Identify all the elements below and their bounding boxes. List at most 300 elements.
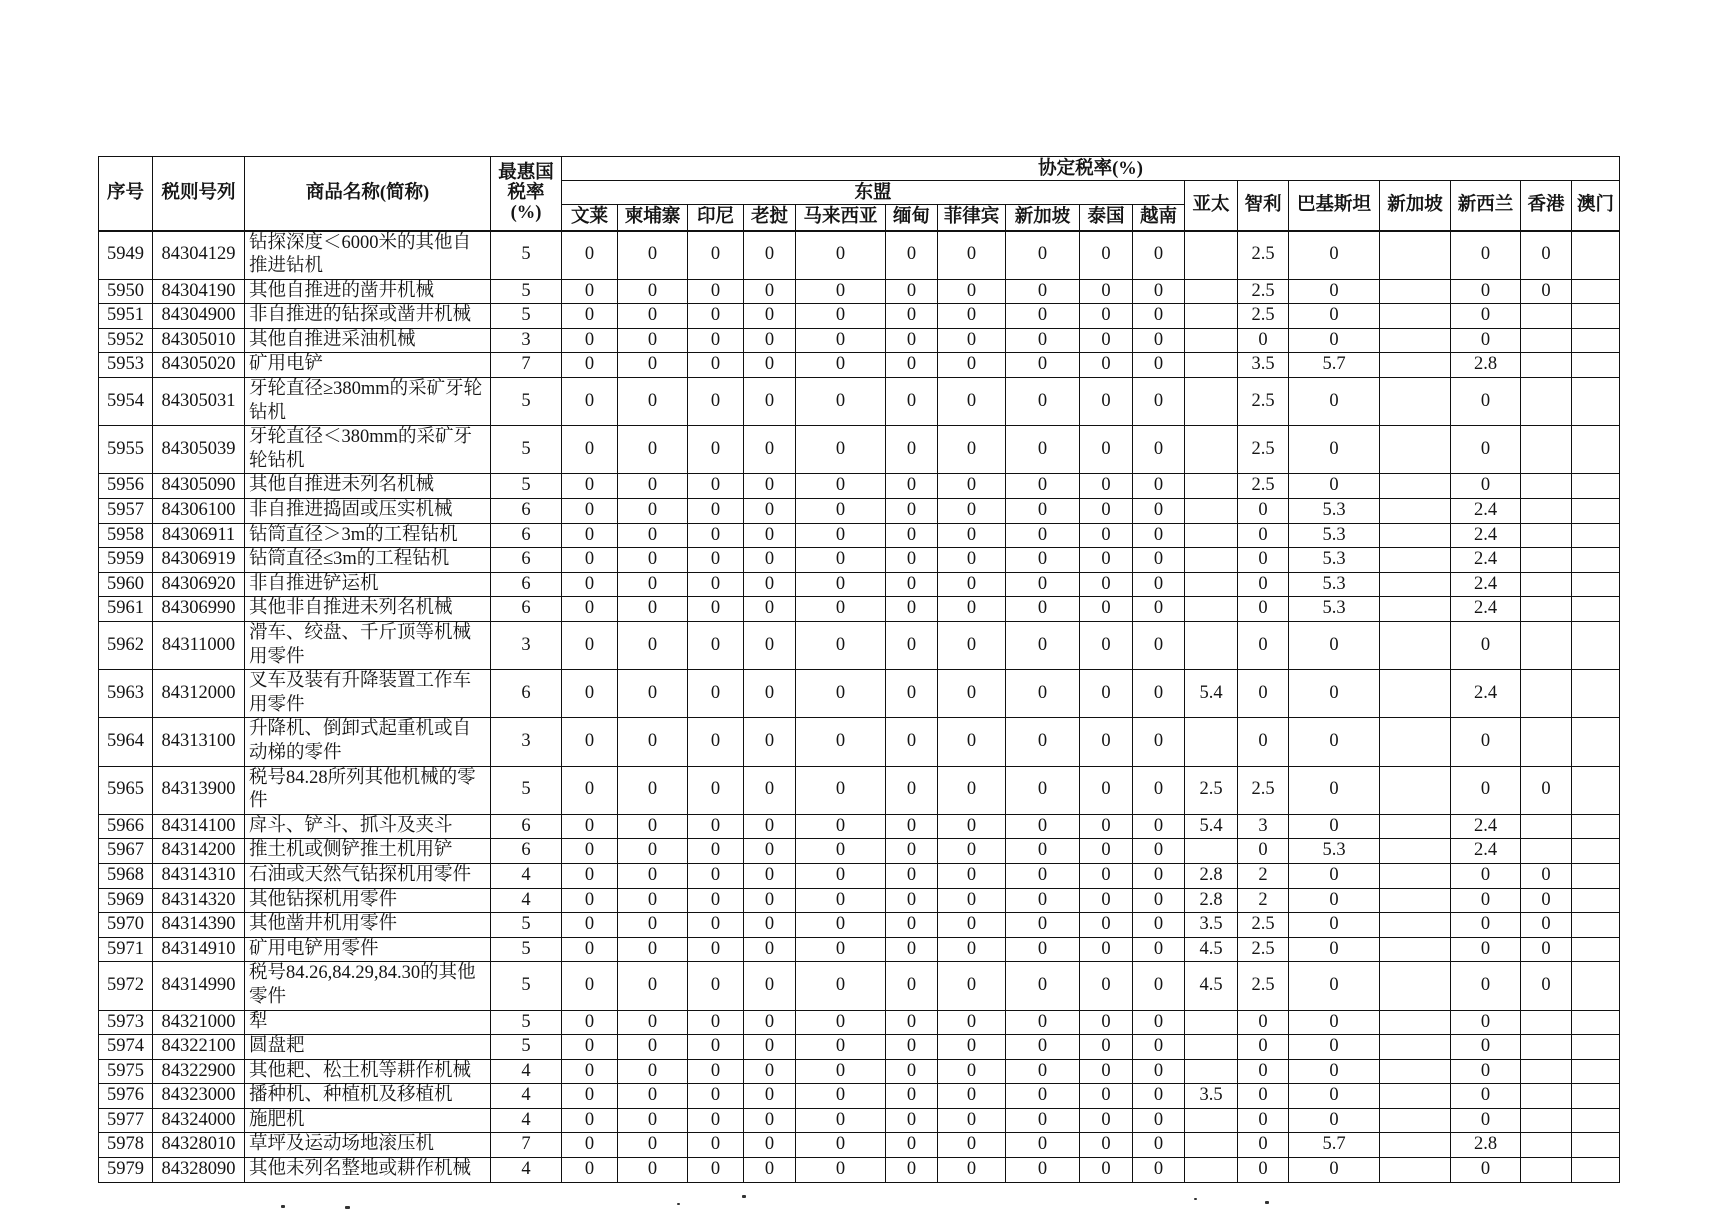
rate-cell-asean-philippines: 0 xyxy=(938,863,1006,888)
rate-cell-asean-myanmar: 0 xyxy=(886,839,938,864)
rate-cell-pakistan: 0 xyxy=(1289,304,1380,329)
rate-cell-singapore-fta xyxy=(1380,1108,1451,1133)
table-row xyxy=(99,1059,1620,1084)
mfn-rate-cell: 5 xyxy=(491,474,562,499)
rate-cell-asean-thailand: 0 xyxy=(1080,474,1133,499)
mfn-rate-cell: 5 xyxy=(491,1035,562,1060)
rate-cell-hong-kong xyxy=(1521,572,1572,597)
rate-cell-macao xyxy=(1572,426,1620,474)
mfn-rate-cell: 6 xyxy=(491,499,562,524)
rate-cell-pakistan: 0 xyxy=(1289,1158,1380,1183)
product-name-cell: 叉车及装有升降装置工作车用零件 xyxy=(245,670,491,718)
rate-cell-macao xyxy=(1572,548,1620,573)
rate-cell-pakistan: 5.7 xyxy=(1289,353,1380,378)
rate-cell-asean-myanmar: 0 xyxy=(886,597,938,622)
tariff-code-cell: 84306100 xyxy=(153,499,245,524)
rate-cell-macao xyxy=(1572,304,1620,329)
partner-header-chile: 智利 xyxy=(1238,181,1289,231)
rate-cell-asean-myanmar: 0 xyxy=(886,937,938,962)
rate-cell-asean-indonesia: 0 xyxy=(688,1035,744,1060)
rate-cell-macao xyxy=(1572,937,1620,962)
rate-cell-macao xyxy=(1572,814,1620,839)
rate-cell-asean-vietnam: 0 xyxy=(1133,548,1185,573)
rate-cell-asean-brunei: 0 xyxy=(562,863,618,888)
rate-cell-asean-philippines: 0 xyxy=(938,1084,1006,1109)
rate-cell-asean-malaysia: 0 xyxy=(796,670,886,718)
product-name-cell: 税号84.28所列其他机械的零件 xyxy=(245,766,491,814)
rate-cell-chile: 0 xyxy=(1238,1084,1289,1109)
rate-cell-asean-myanmar: 0 xyxy=(886,1158,938,1183)
rate-cell-asean-malaysia: 0 xyxy=(796,863,886,888)
rate-cell-asean-laos: 0 xyxy=(744,328,796,353)
rate-cell-asean-thailand: 0 xyxy=(1080,1035,1133,1060)
rate-cell-asean-myanmar: 0 xyxy=(886,718,938,766)
rate-cell-asean-malaysia: 0 xyxy=(796,718,886,766)
rate-cell-asean-indonesia: 0 xyxy=(688,499,744,524)
rate-cell-asean-thailand: 0 xyxy=(1080,766,1133,814)
rate-cell-asean-cambodia: 0 xyxy=(618,597,688,622)
rate-cell-asean-vietnam: 0 xyxy=(1133,328,1185,353)
table-row xyxy=(99,839,1620,864)
rate-cell-asean-philippines: 0 xyxy=(938,328,1006,353)
partner-header-apta: 亚太 xyxy=(1185,181,1238,231)
rate-cell-macao xyxy=(1572,231,1620,280)
table-row xyxy=(99,913,1620,938)
rate-cell-asean-vietnam: 0 xyxy=(1133,913,1185,938)
rate-cell-asean-laos: 0 xyxy=(744,523,796,548)
rate-cell-asean-philippines: 0 xyxy=(938,622,1006,670)
rate-cell-asean-laos: 0 xyxy=(744,304,796,329)
rate-cell-asean-philippines: 0 xyxy=(938,378,1006,426)
tariff-code-cell: 84323000 xyxy=(153,1084,245,1109)
rate-cell-asean-brunei: 0 xyxy=(562,766,618,814)
rate-cell-new-zealand: 0 xyxy=(1451,962,1521,1010)
rate-cell-singapore-fta xyxy=(1380,670,1451,718)
rate-cell-asean-vietnam: 0 xyxy=(1133,353,1185,378)
rate-cell-macao xyxy=(1572,378,1620,426)
rate-cell-singapore-fta xyxy=(1380,937,1451,962)
tariff-code-cell: 84322900 xyxy=(153,1059,245,1084)
rate-cell-pakistan: 0 xyxy=(1289,1108,1380,1133)
table-row xyxy=(99,231,1620,280)
rate-cell-singapore-fta xyxy=(1380,548,1451,573)
scan-mark xyxy=(281,1205,285,1208)
rate-cell-chile: 3.5 xyxy=(1238,353,1289,378)
rate-cell-chile: 0 xyxy=(1238,499,1289,524)
rate-cell-asean-singapore: 0 xyxy=(1006,766,1080,814)
rate-cell-singapore-fta xyxy=(1380,1035,1451,1060)
product-name-cell: 犁 xyxy=(245,1010,491,1035)
rate-cell-asean-vietnam: 0 xyxy=(1133,378,1185,426)
rate-cell-asean-brunei: 0 xyxy=(562,1010,618,1035)
rate-cell-asean-singapore: 0 xyxy=(1006,572,1080,597)
rate-cell-singapore-fta xyxy=(1380,913,1451,938)
rate-cell-asean-philippines: 0 xyxy=(938,888,1006,913)
rate-cell-asean-philippines: 0 xyxy=(938,1035,1006,1060)
table-row xyxy=(99,622,1620,670)
rate-cell-asean-brunei: 0 xyxy=(562,622,618,670)
rate-cell-asean-thailand: 0 xyxy=(1080,839,1133,864)
asean-header-laos: 老挝 xyxy=(744,205,796,231)
rate-cell-asean-cambodia: 0 xyxy=(618,622,688,670)
rate-cell-asean-thailand: 0 xyxy=(1080,328,1133,353)
scan-mark xyxy=(1265,1201,1269,1204)
rate-cell-asean-indonesia: 0 xyxy=(688,1133,744,1158)
mfn-rate-cell: 3 xyxy=(491,718,562,766)
rate-cell-asean-myanmar: 0 xyxy=(886,962,938,1010)
rate-cell-pakistan: 0 xyxy=(1289,279,1380,304)
rate-cell-hong-kong xyxy=(1521,474,1572,499)
product-name-cell: 其他凿井机用零件 xyxy=(245,913,491,938)
rate-cell-asean-laos: 0 xyxy=(744,622,796,670)
product-name-cell: 播种机、种植机及移植机 xyxy=(245,1084,491,1109)
asean-header-myanmar: 缅甸 xyxy=(886,205,938,231)
product-name-cell: 其他未列名整地或耕作机械 xyxy=(245,1158,491,1183)
rate-cell-asean-philippines: 0 xyxy=(938,231,1006,280)
rate-cell-pakistan: 5.3 xyxy=(1289,523,1380,548)
rate-cell-apta xyxy=(1185,378,1238,426)
product-name-cell: 非自推进铲运机 xyxy=(245,572,491,597)
rate-cell-hong-kong xyxy=(1521,328,1572,353)
rate-cell-chile: 0 xyxy=(1238,839,1289,864)
rate-cell-asean-laos: 0 xyxy=(744,1035,796,1060)
rate-cell-asean-philippines: 0 xyxy=(938,766,1006,814)
rate-cell-asean-indonesia: 0 xyxy=(688,548,744,573)
rate-cell-asean-laos: 0 xyxy=(744,1010,796,1035)
rate-cell-asean-singapore: 0 xyxy=(1006,962,1080,1010)
rate-cell-asean-thailand: 0 xyxy=(1080,718,1133,766)
rate-cell-pakistan: 0 xyxy=(1289,670,1380,718)
table-row xyxy=(99,328,1620,353)
rate-cell-new-zealand: 0 xyxy=(1451,328,1521,353)
rate-cell-singapore-fta xyxy=(1380,1158,1451,1183)
mfn-rate-cell: 5 xyxy=(491,426,562,474)
rate-cell-asean-brunei: 0 xyxy=(562,1108,618,1133)
rate-cell-asean-cambodia: 0 xyxy=(618,1010,688,1035)
rate-cell-asean-cambodia: 0 xyxy=(618,766,688,814)
rate-cell-asean-cambodia: 0 xyxy=(618,1133,688,1158)
rate-cell-asean-vietnam: 0 xyxy=(1133,304,1185,329)
tariff-code-cell: 84321000 xyxy=(153,1010,245,1035)
rate-cell-asean-brunei: 0 xyxy=(562,1035,618,1060)
rate-cell-new-zealand: 0 xyxy=(1451,622,1521,670)
rate-cell-asean-malaysia: 0 xyxy=(796,378,886,426)
rate-cell-singapore-fta xyxy=(1380,328,1451,353)
rate-cell-apta xyxy=(1185,426,1238,474)
product-name-cell: 牙轮直径＜380mm的采矿牙轮钻机 xyxy=(245,426,491,474)
rate-cell-asean-thailand: 0 xyxy=(1080,913,1133,938)
rate-cell-pakistan: 5.3 xyxy=(1289,499,1380,524)
header-row-1 xyxy=(99,157,1620,181)
rate-cell-new-zealand: 2.4 xyxy=(1451,572,1521,597)
rate-cell-singapore-fta xyxy=(1380,1059,1451,1084)
rate-cell-new-zealand: 2.8 xyxy=(1451,1133,1521,1158)
rate-cell-asean-philippines: 0 xyxy=(938,718,1006,766)
rate-cell-asean-brunei: 0 xyxy=(562,231,618,280)
tariff-code-cell: 84304129 xyxy=(153,231,245,280)
mfn-rate-cell: 3 xyxy=(491,622,562,670)
rate-cell-asean-laos: 0 xyxy=(744,353,796,378)
rate-cell-apta xyxy=(1185,1108,1238,1133)
rate-cell-asean-brunei: 0 xyxy=(562,499,618,524)
table-row xyxy=(99,962,1620,1010)
rate-cell-asean-brunei: 0 xyxy=(562,304,618,329)
rate-cell-asean-indonesia: 0 xyxy=(688,231,744,280)
rate-cell-asean-philippines: 0 xyxy=(938,353,1006,378)
rate-cell-asean-indonesia: 0 xyxy=(688,913,744,938)
rate-cell-asean-myanmar: 0 xyxy=(886,474,938,499)
rate-cell-asean-laos: 0 xyxy=(744,913,796,938)
rate-cell-asean-laos: 0 xyxy=(744,378,796,426)
rate-cell-chile: 0 xyxy=(1238,1010,1289,1035)
rate-cell-chile: 2.5 xyxy=(1238,937,1289,962)
rate-cell-asean-malaysia: 0 xyxy=(796,839,886,864)
seq-cell: 5951 xyxy=(99,304,153,329)
rate-cell-asean-brunei: 0 xyxy=(562,378,618,426)
scan-mark xyxy=(345,1206,350,1209)
product-name-cell: 推土机或侧铲推土机用铲 xyxy=(245,839,491,864)
rate-cell-singapore-fta xyxy=(1380,1133,1451,1158)
rate-cell-new-zealand: 0 xyxy=(1451,231,1521,280)
scan-mark xyxy=(1194,1198,1197,1200)
rate-cell-asean-brunei: 0 xyxy=(562,962,618,1010)
product-name-cell: 其他耙、松土机等耕作机械 xyxy=(245,1059,491,1084)
rate-cell-singapore-fta xyxy=(1380,622,1451,670)
rate-cell-asean-myanmar: 0 xyxy=(886,499,938,524)
table-row xyxy=(99,766,1620,814)
rate-cell-asean-laos: 0 xyxy=(744,839,796,864)
asean-header-vietnam: 越南 xyxy=(1133,205,1185,231)
rate-cell-asean-thailand: 0 xyxy=(1080,378,1133,426)
rate-cell-hong-kong xyxy=(1521,1084,1572,1109)
rate-cell-chile: 3 xyxy=(1238,814,1289,839)
rate-cell-chile: 2.5 xyxy=(1238,474,1289,499)
rate-cell-singapore-fta xyxy=(1380,1010,1451,1035)
table-row xyxy=(99,1108,1620,1133)
rate-cell-asean-malaysia: 0 xyxy=(796,1059,886,1084)
rate-cell-chile: 2.5 xyxy=(1238,426,1289,474)
rate-cell-asean-vietnam: 0 xyxy=(1133,1010,1185,1035)
table-row xyxy=(99,1035,1620,1060)
seq-cell: 5956 xyxy=(99,474,153,499)
scan-mark xyxy=(677,1203,680,1205)
rate-cell-asean-myanmar: 0 xyxy=(886,328,938,353)
rate-cell-asean-indonesia: 0 xyxy=(688,766,744,814)
rate-cell-asean-malaysia: 0 xyxy=(796,523,886,548)
partner-header-pakistan: 巴基斯坦 xyxy=(1289,181,1380,231)
rate-cell-asean-malaysia: 0 xyxy=(796,231,886,280)
rate-cell-hong-kong: 0 xyxy=(1521,766,1572,814)
table-row xyxy=(99,1010,1620,1035)
table-row xyxy=(99,888,1620,913)
rate-cell-asean-thailand: 0 xyxy=(1080,814,1133,839)
rate-cell-asean-thailand: 0 xyxy=(1080,888,1133,913)
rate-cell-apta: 4.5 xyxy=(1185,937,1238,962)
rate-cell-asean-laos: 0 xyxy=(744,863,796,888)
rate-cell-asean-philippines: 0 xyxy=(938,913,1006,938)
rate-cell-asean-brunei: 0 xyxy=(562,572,618,597)
rate-cell-asean-laos: 0 xyxy=(744,1158,796,1183)
rate-cell-asean-indonesia: 0 xyxy=(688,718,744,766)
rate-cell-asean-philippines: 0 xyxy=(938,304,1006,329)
rate-cell-asean-malaysia: 0 xyxy=(796,279,886,304)
rate-cell-asean-singapore: 0 xyxy=(1006,888,1080,913)
rate-cell-asean-thailand: 0 xyxy=(1080,231,1133,280)
rate-cell-asean-myanmar: 0 xyxy=(886,426,938,474)
rate-cell-macao xyxy=(1572,1035,1620,1060)
table-row xyxy=(99,378,1620,426)
table-row xyxy=(99,523,1620,548)
mfn-rate-cell: 6 xyxy=(491,814,562,839)
rate-cell-asean-singapore: 0 xyxy=(1006,1133,1080,1158)
rate-cell-hong-kong xyxy=(1521,622,1572,670)
tariff-code-header: 税则号列 xyxy=(153,157,245,231)
rate-cell-asean-thailand: 0 xyxy=(1080,499,1133,524)
rate-cell-apta: 2.8 xyxy=(1185,888,1238,913)
tariff-code-cell: 84314390 xyxy=(153,913,245,938)
rate-cell-asean-myanmar: 0 xyxy=(886,279,938,304)
tariff-code-cell: 84306990 xyxy=(153,597,245,622)
rate-cell-asean-indonesia: 0 xyxy=(688,814,744,839)
seq-cell: 5962 xyxy=(99,622,153,670)
rate-cell-chile: 0 xyxy=(1238,548,1289,573)
rate-cell-asean-laos: 0 xyxy=(744,499,796,524)
product-name-cell: 钻探深度＜6000米的其他自推进钻机 xyxy=(245,231,491,280)
rate-cell-chile: 2 xyxy=(1238,863,1289,888)
seq-cell: 5960 xyxy=(99,572,153,597)
table-row xyxy=(99,499,1620,524)
rate-cell-macao xyxy=(1572,962,1620,1010)
rate-cell-asean-philippines: 0 xyxy=(938,962,1006,1010)
rate-cell-asean-cambodia: 0 xyxy=(618,1035,688,1060)
rate-cell-apta xyxy=(1185,548,1238,573)
seq-cell: 5973 xyxy=(99,1010,153,1035)
rate-cell-new-zealand: 0 xyxy=(1451,718,1521,766)
rate-cell-asean-brunei: 0 xyxy=(562,937,618,962)
rate-cell-chile: 2.5 xyxy=(1238,766,1289,814)
rate-cell-macao xyxy=(1572,1084,1620,1109)
rate-cell-new-zealand: 0 xyxy=(1451,1084,1521,1109)
rate-cell-asean-indonesia: 0 xyxy=(688,523,744,548)
rate-cell-new-zealand: 2.4 xyxy=(1451,814,1521,839)
rate-cell-asean-vietnam: 0 xyxy=(1133,279,1185,304)
rate-cell-asean-thailand: 0 xyxy=(1080,353,1133,378)
scan-mark xyxy=(742,1195,746,1198)
rate-cell-new-zealand: 2.4 xyxy=(1451,523,1521,548)
rate-cell-asean-philippines: 0 xyxy=(938,937,1006,962)
rate-cell-chile: 2.5 xyxy=(1238,304,1289,329)
rate-cell-pakistan: 0 xyxy=(1289,863,1380,888)
product-name-cell: 非自推进捣固或压实机械 xyxy=(245,499,491,524)
rate-cell-hong-kong xyxy=(1521,839,1572,864)
rate-cell-asean-singapore: 0 xyxy=(1006,1010,1080,1035)
rate-cell-asean-singapore: 0 xyxy=(1006,499,1080,524)
rate-cell-new-zealand: 0 xyxy=(1451,1108,1521,1133)
seq-cell: 5967 xyxy=(99,839,153,864)
mfn-rate-cell: 6 xyxy=(491,597,562,622)
rate-cell-asean-malaysia: 0 xyxy=(796,1010,886,1035)
rate-cell-hong-kong xyxy=(1521,718,1572,766)
rate-cell-asean-cambodia: 0 xyxy=(618,962,688,1010)
rate-cell-chile: 0 xyxy=(1238,572,1289,597)
rate-cell-asean-indonesia: 0 xyxy=(688,279,744,304)
rate-cell-asean-malaysia: 0 xyxy=(796,474,886,499)
mfn-rate-cell: 5 xyxy=(491,279,562,304)
rate-cell-asean-vietnam: 0 xyxy=(1133,426,1185,474)
rate-cell-pakistan: 0 xyxy=(1289,1059,1380,1084)
product-name-cell: 圆盘耙 xyxy=(245,1035,491,1060)
rate-cell-asean-brunei: 0 xyxy=(562,523,618,548)
rate-cell-hong-kong xyxy=(1521,304,1572,329)
rate-cell-asean-malaysia: 0 xyxy=(796,814,886,839)
asean-header-brunei: 文莱 xyxy=(562,205,618,231)
tariff-code-cell: 84305020 xyxy=(153,353,245,378)
rate-cell-asean-laos: 0 xyxy=(744,718,796,766)
rate-cell-asean-indonesia: 0 xyxy=(688,597,744,622)
rate-cell-asean-indonesia: 0 xyxy=(688,304,744,329)
rate-cell-asean-philippines: 0 xyxy=(938,523,1006,548)
rate-cell-apta xyxy=(1185,523,1238,548)
seq-cell: 5966 xyxy=(99,814,153,839)
rate-cell-apta xyxy=(1185,353,1238,378)
rate-cell-asean-indonesia: 0 xyxy=(688,839,744,864)
tariff-code-cell: 84322100 xyxy=(153,1035,245,1060)
product-name-cell: 非自推进的钻探或凿井机械 xyxy=(245,304,491,329)
rate-cell-asean-singapore: 0 xyxy=(1006,597,1080,622)
rate-cell-asean-myanmar: 0 xyxy=(886,231,938,280)
rate-cell-asean-singapore: 0 xyxy=(1006,1084,1080,1109)
mfn-rate-cell: 7 xyxy=(491,353,562,378)
rate-cell-asean-thailand: 0 xyxy=(1080,279,1133,304)
rate-cell-apta xyxy=(1185,1158,1238,1183)
rate-cell-apta xyxy=(1185,572,1238,597)
rate-cell-singapore-fta xyxy=(1380,839,1451,864)
rate-cell-asean-indonesia: 0 xyxy=(688,1010,744,1035)
rate-cell-apta: 2.8 xyxy=(1185,863,1238,888)
rate-cell-asean-singapore: 0 xyxy=(1006,839,1080,864)
rate-cell-new-zealand: 0 xyxy=(1451,279,1521,304)
rate-cell-asean-indonesia: 0 xyxy=(688,572,744,597)
rate-cell-asean-cambodia: 0 xyxy=(618,304,688,329)
rate-cell-asean-cambodia: 0 xyxy=(618,839,688,864)
rate-cell-chile: 2.5 xyxy=(1238,962,1289,1010)
tariff-code-cell: 84314310 xyxy=(153,863,245,888)
rate-cell-asean-thailand: 0 xyxy=(1080,523,1133,548)
rate-cell-asean-myanmar: 0 xyxy=(886,548,938,573)
rate-cell-asean-indonesia: 0 xyxy=(688,1084,744,1109)
rate-cell-asean-myanmar: 0 xyxy=(886,1084,938,1109)
rate-cell-singapore-fta xyxy=(1380,766,1451,814)
rate-cell-asean-myanmar: 0 xyxy=(886,523,938,548)
rate-cell-hong-kong xyxy=(1521,1010,1572,1035)
rate-cell-asean-indonesia: 0 xyxy=(688,474,744,499)
rate-cell-asean-brunei: 0 xyxy=(562,1133,618,1158)
mfn-rate-cell: 6 xyxy=(491,548,562,573)
table-row xyxy=(99,863,1620,888)
rate-cell-asean-philippines: 0 xyxy=(938,1059,1006,1084)
rate-cell-new-zealand: 0 xyxy=(1451,766,1521,814)
mfn-rate-cell: 3 xyxy=(491,328,562,353)
rate-cell-asean-cambodia: 0 xyxy=(618,426,688,474)
rate-cell-hong-kong xyxy=(1521,814,1572,839)
product-name-cell: 矿用电铲用零件 xyxy=(245,937,491,962)
rate-cell-asean-malaysia: 0 xyxy=(796,937,886,962)
table-row xyxy=(99,1158,1620,1183)
rate-cell-asean-vietnam: 0 xyxy=(1133,1158,1185,1183)
rate-cell-singapore-fta xyxy=(1380,279,1451,304)
table-row xyxy=(99,548,1620,573)
rate-cell-macao xyxy=(1572,474,1620,499)
